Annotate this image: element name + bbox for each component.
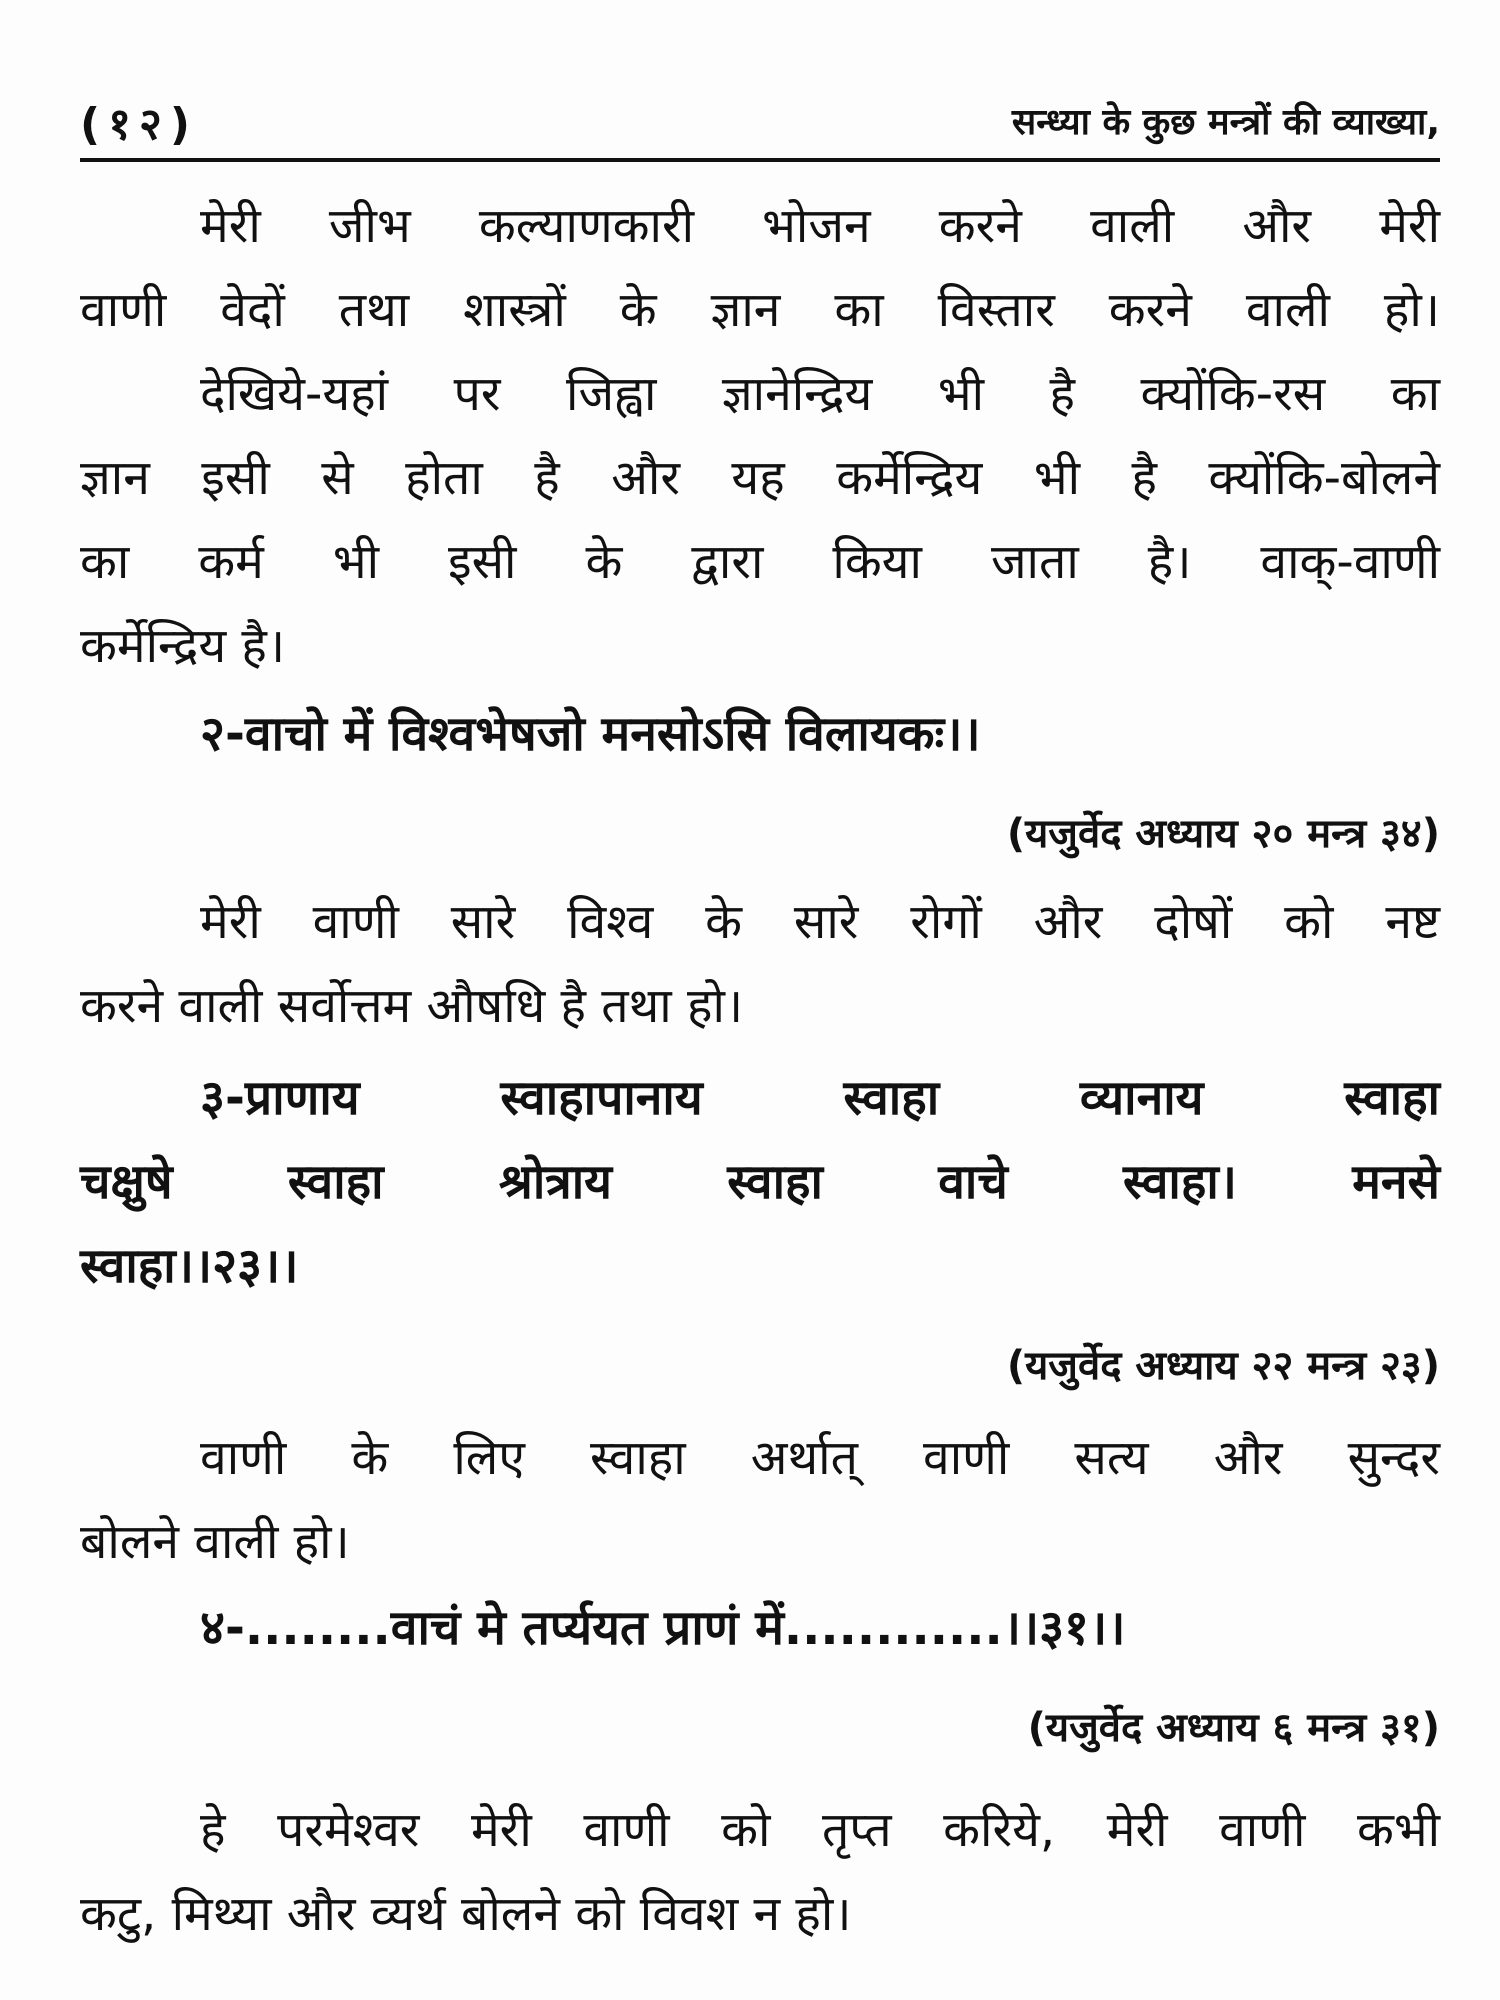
mantra-2-reference: (यजुर्वेद अध्याय २० मन्त्र ३४) [1006, 811, 1440, 857]
paragraph-3-line-2: करने वाली सर्वोत्तम औषधि है तथा हो। [80, 978, 744, 1034]
mantra-3-line-2: चक्षुषे स्वाहा श्रोत्राय स्वाहा वाचे स्वाहा। मनसे [80, 1154, 1440, 1210]
paragraph-1-line-1: मेरी जीभ कल्याणकारी भोजन करने वाली और मेरी [200, 198, 1440, 254]
paragraph-5-line-2: कटु, मिथ्या और व्यर्थ बोलने को विवश न हो। [80, 1886, 852, 1942]
paragraph-5-line-1: हे परमेश्वर मेरी वाणी को तृप्त करिये, मेरी वाणी कभी [200, 1802, 1440, 1858]
paragraph-2-line-3: का कर्म भी इसी के द्वारा किया जाता है। वाक्-वाणी [80, 534, 1440, 590]
paragraph-3-line-1: मेरी वाणी सारे विश्व के सारे रोगों और दोषों को नष्ट [200, 894, 1440, 950]
header-rule [80, 158, 1440, 162]
paragraph-2-line-1: देखिये-यहां पर जिह्वा ज्ञानेन्द्रिय भी है क्योंकि-रस का [200, 366, 1440, 422]
mantra-3-line-1: ३-प्राणाय स्वाहापानाय स्वाहा व्यानाय स्वाहा [200, 1070, 1440, 1126]
paragraph-2-line-4: कर्मेन्द्रिय है। [80, 618, 286, 674]
mantra-4: ४-........वाचं मे तर्प्ययत प्राणं में............।।३१।। [200, 1600, 1126, 1656]
paragraph-2-line-2: ज्ञान इसी से होता है और यह कर्मेन्द्रिय भी है क्योंकि-बोलने [80, 450, 1440, 506]
paragraph-4-line-2: बोलने वाली हो। [80, 1514, 350, 1570]
mantra-2: २-वाचो में विश्वभेषजो मनसोऽसि विलायकः।। [200, 706, 981, 762]
paragraph-1-line-2: वाणी वेदों तथा शास्त्रों के ज्ञान का विस्तार करने वाली हो। [80, 282, 1440, 338]
page-header [80, 92, 1440, 152]
mantra-4-reference: (यजुर्वेद अध्याय ६ मन्त्र ३१) [1027, 1705, 1440, 1751]
mantra-3-line-3: स्वाहा।।२३।। [80, 1238, 299, 1294]
mantra-3-reference: (यजुर्वेद अध्याय २२ मन्त्र २३) [1006, 1343, 1440, 1389]
running-title: सन्ध्या के कुछ मन्त्रों की व्याख्या, [1011, 102, 1440, 143]
paragraph-4-line-1: वाणी के लिए स्वाहा अर्थात् वाणी सत्य और सुन्दर [200, 1430, 1440, 1486]
page-number: (१२) [80, 99, 198, 150]
